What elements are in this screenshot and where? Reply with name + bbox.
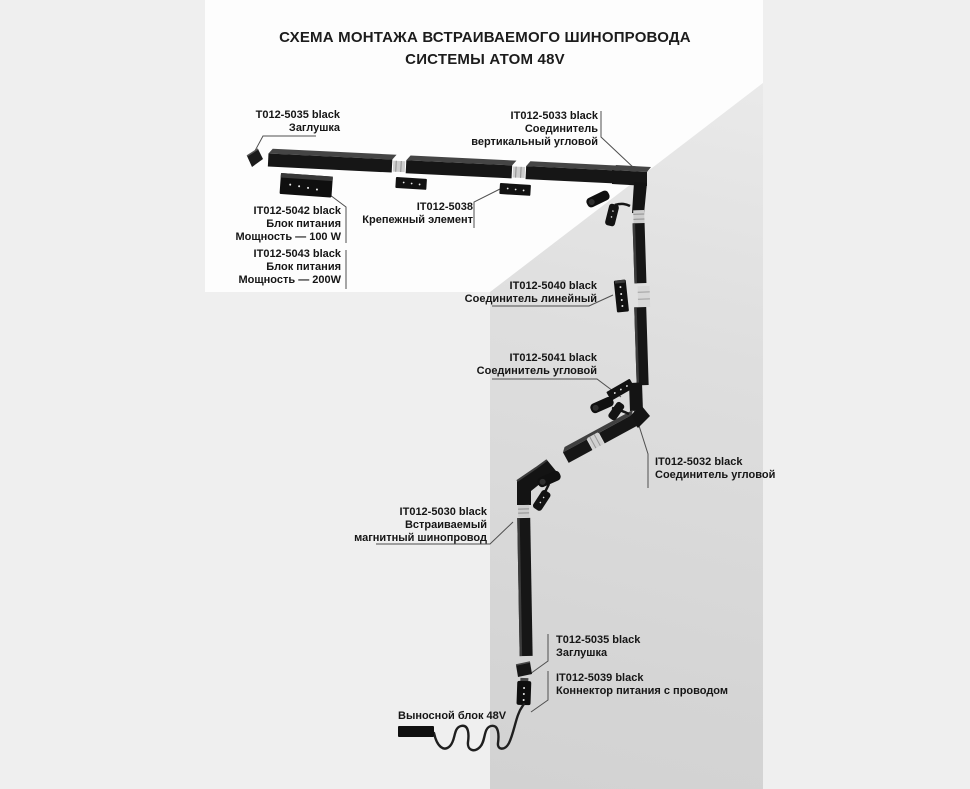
part-name: Блок питания xyxy=(266,218,341,230)
linear-connector-plate xyxy=(614,279,629,312)
part-name: Соединитель угловой xyxy=(476,365,597,377)
part-name: Заглушка xyxy=(288,122,340,134)
part-name: Соединитель xyxy=(524,123,598,135)
leader-corner-upper xyxy=(492,379,621,397)
label-vertical-corner xyxy=(471,110,598,149)
leader-power-connector xyxy=(531,671,548,712)
part-code: IT012-5043 black xyxy=(253,248,341,260)
track-joint-sleeve-6 xyxy=(518,505,529,517)
part-code: IT012-5030 black xyxy=(399,506,487,518)
part-detail: Мощность — 200W xyxy=(238,274,341,286)
part-name: Заглушка xyxy=(556,647,608,659)
label-external-psu xyxy=(398,710,506,723)
label-fastener xyxy=(362,201,473,227)
leader-vertical-corner xyxy=(601,111,635,169)
fastener-plate-1 xyxy=(395,177,427,190)
label-power-connector xyxy=(556,672,728,698)
part-detail: Мощность — 100 W xyxy=(235,231,341,243)
label-track xyxy=(354,506,487,545)
leader-end-cap-bottom xyxy=(530,634,548,674)
part-name: Блок питания xyxy=(266,261,341,273)
part-code: IT012-5039 black xyxy=(556,672,644,684)
track-joint-sleeve-4 xyxy=(638,286,651,307)
track-joint-sleeve-1 xyxy=(393,161,406,173)
track-joint-sleeve-2 xyxy=(513,166,526,178)
part-detail: магнитный шинопровод xyxy=(354,532,487,544)
part-name: Коннектор питания с проводом xyxy=(556,685,729,697)
part-code: IT012-5032 black xyxy=(655,456,743,468)
external-power-block xyxy=(398,726,434,737)
label-corner-lower xyxy=(655,456,775,482)
label-linear-connector xyxy=(465,280,597,306)
part-code: IT012-5033 black xyxy=(510,110,598,122)
part-name: Соединитель линейный xyxy=(464,293,597,305)
end-cap-bottom xyxy=(516,662,532,677)
page-title-line-1: СХЕМА МОНТАЖА ВСТРАИВАЕМОГО ШИНОПРОВОДА xyxy=(279,29,691,46)
part-code: T012-5035 black xyxy=(255,109,340,121)
track-joint-sleeve-3 xyxy=(633,210,644,223)
spotlight-1 xyxy=(585,189,630,227)
power-supply-unit xyxy=(280,173,333,198)
part-code: IT012-5038 xyxy=(416,201,473,213)
wall-track-lower xyxy=(517,505,533,656)
label-end-cap-top xyxy=(256,109,340,135)
part-name: Встраиваемый xyxy=(404,519,487,531)
label-psu-200 xyxy=(239,248,342,287)
leader-fastener xyxy=(474,189,500,228)
end-cap-top xyxy=(247,149,263,167)
label-corner-upper xyxy=(477,352,597,378)
fastener-plate-2 xyxy=(499,183,531,196)
part-name: Выносной блок 48V xyxy=(398,710,507,722)
part-code: IT012-5041 black xyxy=(509,352,597,364)
wall-track-upper xyxy=(631,210,652,385)
part-name: Крепежный элемент xyxy=(362,214,473,226)
page-title-line-2: СИСТЕМЫ АТОМ 48V xyxy=(405,51,565,68)
label-end-cap-bottom xyxy=(556,634,640,660)
part-code: IT012-5040 black xyxy=(509,280,597,292)
label-psu-100 xyxy=(235,205,341,244)
part-detail: вертикальный угловой xyxy=(471,136,598,148)
part-code: IT012-5042 black xyxy=(253,205,341,217)
part-code: T012-5035 black xyxy=(556,634,641,646)
page-title xyxy=(0,27,970,71)
part-name: Соединитель угловой xyxy=(655,469,776,481)
power-connector xyxy=(516,678,531,705)
diagonal-track xyxy=(561,410,641,463)
